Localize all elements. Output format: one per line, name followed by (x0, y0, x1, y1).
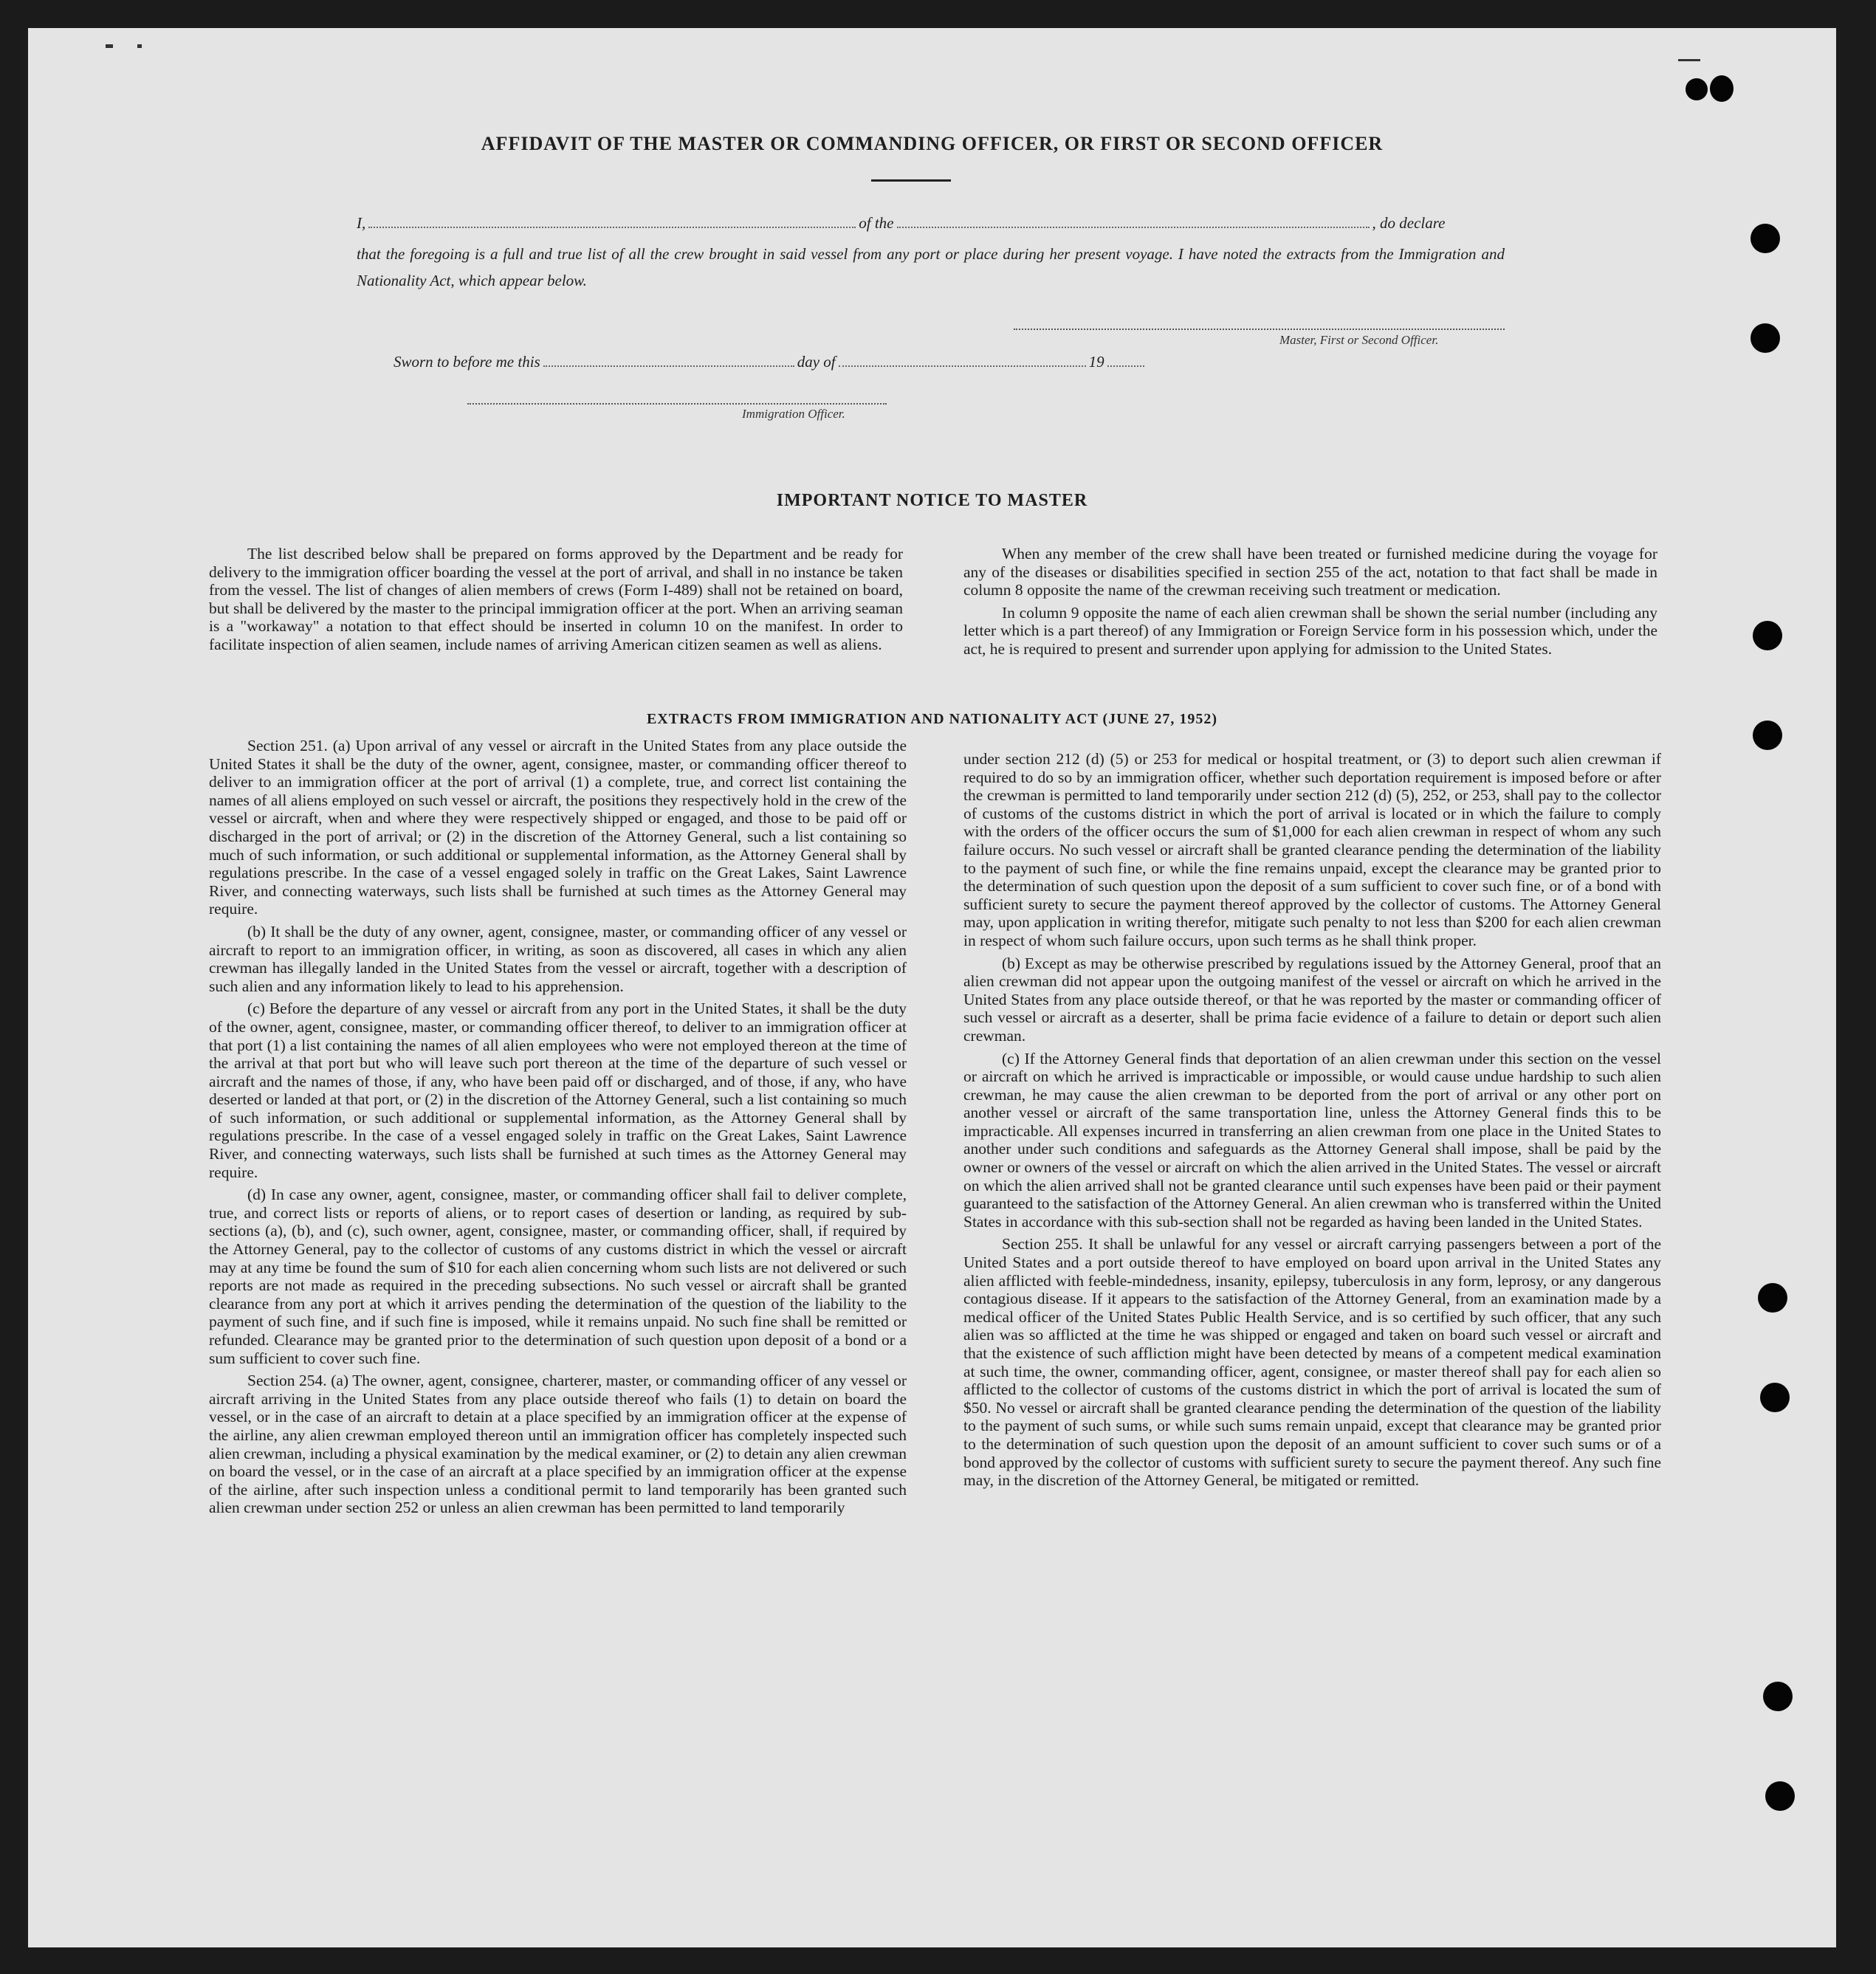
scan-mark (1678, 59, 1700, 61)
do-declare-label: , do declare (1372, 214, 1446, 232)
scan-mark (106, 44, 113, 48)
extract-paragraph: Section 254. (a) The owner, agent, consignee, charterer, master, or commanding officer of any vessel or aircraft arriving in the United States from any place outside thereof who fails (1) to detain on board the vessel, or in the case of an aircraft to detain at a place specified by an immigration officer at the expense of the airline, any alien crewman employed thereon until an immigration officer has completely inspected such alien crewman, including a physical examination by the medical examiner, or (2) to detain any alien crewman on board the vessel, or in the case of an aircraft at a place specified by an immigration officer at the expense of the airline, after such inspection unless a conditional permit to land temporarily has been granted such alien crewman under section 252 or unless an alien crewman has been permitted to land temporarily (209, 1372, 907, 1517)
binder-hole (1753, 621, 1782, 650)
binder-hole (1686, 78, 1708, 100)
declaration-line (357, 214, 1538, 233)
name-field[interactable] (368, 226, 856, 228)
sworn-day-field[interactable] (543, 365, 794, 367)
extract-paragraph: under section 212 (d) (5) or 253 for medical or hospital treatment, or (3) to deport such alien crewman if required to do so by an immigration officer, whether such deportation requirement is imposed before or after the crewman is permitted to land temporarily under section 212 (d) (5), 252, or 253, shall pay to the collector of customs of the customs district in which the port of arrival is located or in which the failure to comply with the orders of the officer occurs the sum of $1,000 for each alien crewman in respect of whom any such failure occurs. No such vessel or aircraft shall be granted clearance pending the determination of the liability to the payment of such fine, or while the fine remains unpaid, except the clearance may be granted prior to the determination of such question upon the deposit of a sum sufficient to cover such fine, or of a bond with sufficient surety to secure the payment thereof approved by the collector of customs. The Attorney General may, upon application in writing therefor, mitigate such penalty to not less than $200 for each alien crewman in respect of whom such failure occurs, upon such terms as he shall think proper. (963, 750, 1661, 949)
master-signature-label: Master, First or Second Officer. (1279, 333, 1439, 347)
extract-paragraph: Section 255. It shall be unlawful for any vessel or aircraft carrying passengers between a port of the United States and a port outside thereof to have employed on board upon arrival in the United States any alien afflicted with feeble-mindedness, insanity, epilepsy, tuberculosis in any form, leprosy, or any dangerous contagious disease. If it appears to the satisfaction of the Attorney General, from an examination made by a medical officer of the United States Public Health Service, and is so certified by such officer, that any such alien was so afflicted at the time he was shipped or engaged and taken on board such vessel or aircraft and that the existence of such affliction might have been detected by means of a competent medical examination at such time, the owner, commanding officer, agent, consignee, or master thereof shall pay for each alien so afflicted to the collector of customs of the customs district in which the port of arrival is located the sum of $50. No vessel or aircraft shall be granted clearance pending the determination of the question of the liability to the payment of such sums, or while such sums remain unpaid, except that clearance may be granted prior to the determination of such question upon the deposit of an amount sufficient to cover such sums or of a bond approved by the collector of customs with sufficient surety to secure the payment thereof. Any such fine may, in the discretion of the Attorney General, be mitigated or remitted. (963, 1235, 1661, 1490)
binder-hole (1765, 1781, 1795, 1811)
sworn-year-field[interactable] (1107, 365, 1144, 367)
notice-title: IMPORTANT NOTICE TO MASTER (776, 491, 1088, 510)
sworn-line (394, 353, 1279, 371)
extract-paragraph: (c) Before the departure of any vessel or aircraft from any port in the United States, it shall be the duty of the owner, agent, consignee, master, or commanding officer thereof, to deliver to an immigration officer at that port (1) a list containing the names of all alien employees who were not employed thereon at the time of the arrival at that port but who will leave such port thereon at the time of the departure of such vessel or aircraft and the names of those, if any, who have been paid off or discharged, and of those, if any, who have deserted or landed at that port, or (2) in the discretion of the Attorney General, such a list containing so much of such information, or such additional or supplemental information, as the Attorney General shall by regulations prescribe. In the case of a vessel engaged solely in traffic on the Great Lakes, Saint Lawrence River, and connecting waterways, such lists shall be furnished at such times as the Attorney General may require. (209, 1000, 907, 1181)
declaration-text: that the foregoing is a full and true list of all the crew brought in said vessel from any port or place during her present voyage. I have noted the extracts from the Immigration and Nationality Act, which appear below. (357, 245, 1505, 289)
i-label: I, (357, 214, 366, 232)
extract-paragraph: Section 251. (a) Upon arrival of any vessel or aircraft in the United States from any place outside the United States it shall be the duty of the owner, agent, consignee, master, or commanding officer thereof to deliver to an immigration officer at the port of arrival (1) a complete, true, and correct list containing the names of all aliens employed on such vessel or aircraft, the positions they respectively hold in the crew of the vessel or aircraft, when and where they were respectively shipped or engaged, and those to be paid off or discharged in the port of arrival; or (2) in the discretion of the Attorney General, such a list containing so much of such information, or such additional or supplemental information, as the Attorney General shall by regulations prescribe. In the case of a vessel engaged solely in traffic on the Great Lakes, Saint Lawrence River, and connecting waterways, such lists shall be furnished at such times as the Attorney General may require. (209, 737, 907, 918)
notice-right-column (963, 545, 1657, 663)
extract-paragraph: (b) It shall be the duty of any owner, agent, consignee, master, or commanding officer of any vessel or aircraft to report to an immigration officer, in writing, as soon as discovered, all cases in which any alien crewman has illegally landed in the United States from the vessel or aircraft, together with a description of such alien and any information likely to lead to his apprehension. (209, 922, 907, 995)
year-prefix: 19 (1088, 353, 1104, 371)
notice-paragraph: In column 9 opposite the name of each alien crewman shall be shown the serial number (including any letter which is a part thereof) of any Immigration or Foreign Service form in his possession which, under the act, he is required to present and surrender upon applying for admission to the United States. (963, 603, 1657, 658)
notice-paragraph: The list described below shall be prepared on forms approved by the Department and be ready for delivery to the immigration officer boarding the vessel at the port of arrival, and shall in no instance be taken from the vessel. The list of changes of alien members of crews (Form I-489) shall not be retained on board, but shall be delivered by the master to the principal immigration officer at the port. When an arriving seaman is a "workaway" a notation to that effect should be inserted in column 10 on the manifest. In order to facilitate inspection of alien seamen, include names of arriving American citizen seamen as well as aliens. (209, 545, 903, 653)
scan-mark (137, 44, 142, 48)
extract-paragraph: (c) If the Attorney General finds that deportation of an alien crewman under this section on the vessel or aircraft on which he arrived is impracticable or impossible, or would cause undue hardship to such alien crewman, he may cause the alien crewman to be deported from the port of arrival or any other port on another vessel or aircraft of the same transportation line, unless the Attorney General finds this to be impracticable. All expenses incurred in transferring an alien crewman from one place in the United States to another under such conditions and safeguards as the Attorney General shall impose, shall be paid by the owner or owners of the vessel or aircraft on which the alien arrived in the United States. The vessel or aircraft on which the alien arrived shall not be granted clearance until such expenses have been paid or their payment guaranteed to the satisfaction of the Attorney General. An alien crewman who is transferred within the United States in accordance with this sub-section shall not be regarded as having been landed in the United States. (963, 1049, 1661, 1231)
officer-signature-line[interactable] (467, 403, 887, 405)
extracts-title: EXTRACTS FROM IMMIGRATION AND NATIONALITY ACT (JUNE 27, 1952) (646, 711, 1218, 727)
notice-paragraph: When any member of the crew shall have been treated or furnished medicine during the voyage for any of the diseases or disabilities specified in section 255 of the act, notation to that fact shall be made in column 8 opposite the name of the crewman receiving such treatment or medication. (963, 545, 1657, 599)
sworn-label: Sworn to before me this (394, 353, 540, 371)
extract-paragraph: (b) Except as may be otherwise prescribed by regulations issued by the Attorney General, proof that an alien crewman did not appear upon the outgoing manifest of the vessel or aircraft on which he arrived in the United States from any place outside thereof, or that he was reported by the master or commanding officer of such vessel or aircraft as a deserter, shall be prima facie evidence of a failure to detain or deport such alien crewman. (963, 954, 1661, 1045)
extracts-right-column (963, 750, 1661, 1494)
binder-hole (1760, 1383, 1790, 1412)
notice-left-column (209, 545, 903, 658)
title-rule (871, 179, 951, 182)
binder-hole (1758, 1283, 1787, 1313)
extracts-left-column (209, 737, 907, 1521)
extract-paragraph: (d) In case any owner, agent, consignee, master, or commanding officer shall fail to deliver complete, true, and correct lists or reports of aliens, or to report cases of desertion or landing, as required by sub-sections (a), (b), and (c), such owner, agent, consignee, master, or commanding officer, shall, if required by the Attorney General, pay to the collector of customs of any customs district in which the vessel or aircraft may at any time be found the sum of $10 for each alien concerning whom such lists are not delivered or such reports are not made as required in the preceding subsections. No such vessel or aircraft shall be granted clearance from any port at which it arrives pending the determination of the question of the liability to the payment of such fine, and if such fine is imposed, while it remains unpaid. No such fine shall be remitted or refunded. Clearance may be granted prior to the determination of such question upon deposit of a bond or a sum sufficient to cover such fine. (209, 1186, 907, 1367)
of-the-label: of the (859, 214, 894, 232)
binder-hole (1750, 323, 1780, 353)
sworn-month-field[interactable] (839, 365, 1086, 367)
document-page (28, 28, 1836, 1947)
binder-hole (1750, 224, 1780, 253)
binder-hole (1763, 1682, 1793, 1711)
vessel-field[interactable] (897, 226, 1370, 228)
day-of-label: day of (797, 353, 836, 371)
binder-hole (1710, 75, 1734, 102)
officer-signature-label: Immigration Officer. (742, 407, 845, 421)
affidavit-title: AFFIDAVIT OF THE MASTER OR COMMANDING OFFICER, OR FIRST OR SECOND OFFICER (481, 133, 1384, 154)
master-signature-line[interactable] (1014, 329, 1505, 330)
